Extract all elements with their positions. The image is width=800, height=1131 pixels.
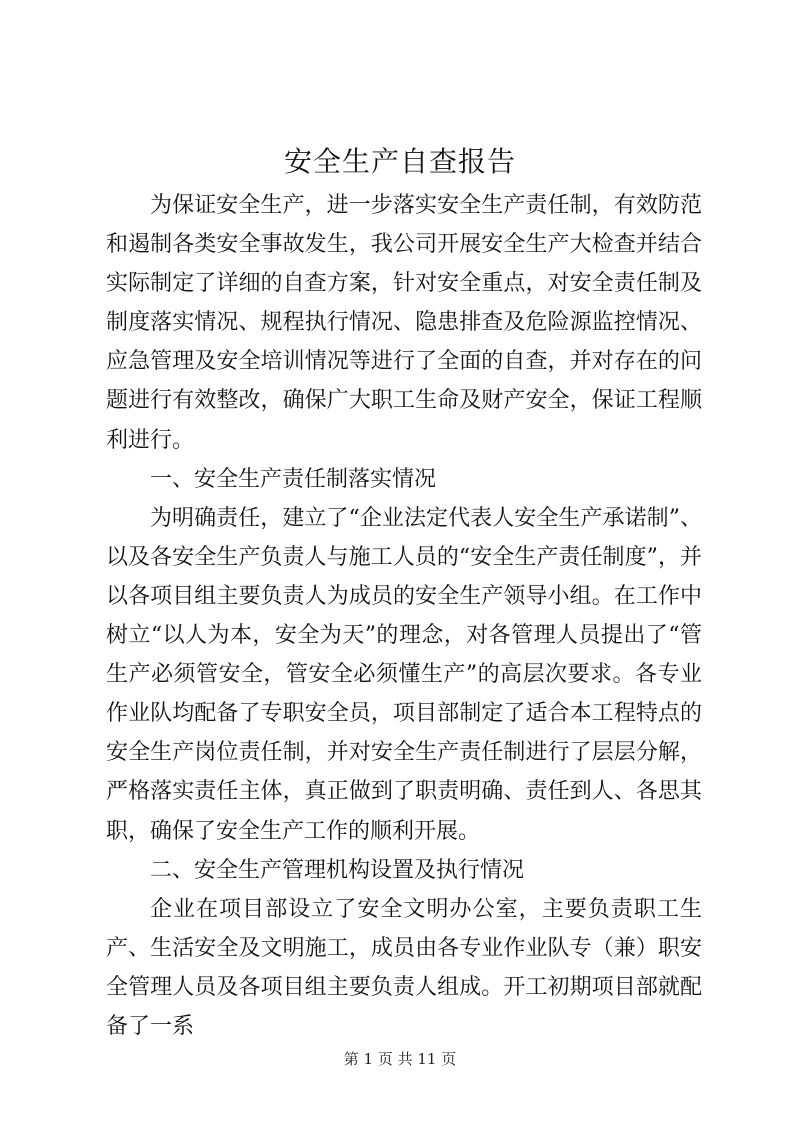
document-title: 安全生产自查报告 <box>283 145 516 178</box>
page-number-footer: 第 1 页 共 11 页 <box>343 1050 457 1068</box>
section-heading-1: 一、安全生产责任制落实情况 <box>150 466 437 492</box>
document-body <box>106 186 702 1046</box>
intro-paragraph: 为保证安全生产，进一步落实安全生产责任制，有效防范和遏制各类安全事故发生，我公司开展安全生产大检查并结合实际制定了详细的自查方案，针对安全重点，对安全责任制及制度落实情况、规程执行情况、隐患排查及危险源监控情况、应急管理及安全培训情况等进行了全面的自查，并对存在的问题进行有效整改，确保广大职工生命及财产安全，保证工程顺利进行。 <box>106 193 702 453</box>
section-heading-2: 二、安全生产管理机构设置及执行情况 <box>150 857 525 883</box>
section-1-paragraph: 为明确责任，建立了“企业法定代表人安全生产承诺制”、以及各安全生产负责人与施工人员的“安全生产责任制度”，并以各项目组主要负责人为成员的安全生产领导小组。在工作中树立“以人为本，安全为天”的理念，对各管理人员提出了“管生产必须管安全，管安全必须懂生产”的高层次要求。各专业作业队均配备了专职安全员，项目部制定了适合本工程特点的安全生产岗位责任制，并对安全生产责任制进行了层层分解，严格落实责任主体，真正做到了职责明确、责任到人、各思其职，确保了安全生产工作的顺利开展。 <box>106 505 702 844</box>
section-2-paragraph: 企业在项目部设立了安全文明办公室，主要负责职工生产、生活安全及文明施工，成员由各专业作业队专（兼）职安全管理人员及各项目组主要负责人组成。开工初期项目部就配备了一系 <box>106 896 702 1039</box>
